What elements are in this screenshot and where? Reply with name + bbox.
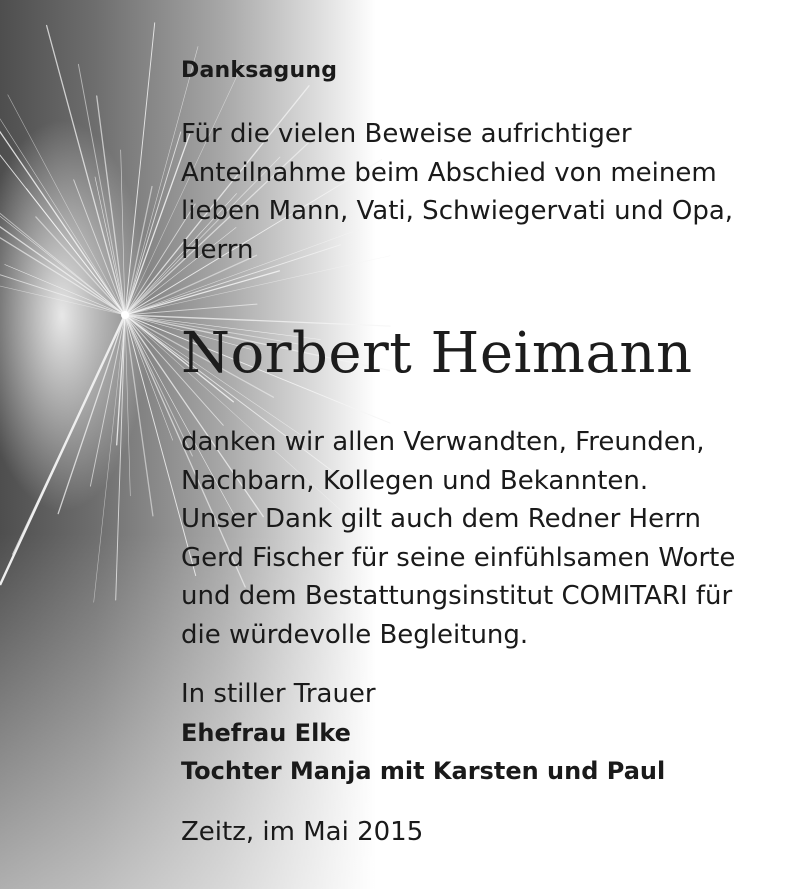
mourners-block bbox=[181, 675, 665, 791]
seed-center bbox=[121, 311, 129, 319]
intro-paragraph bbox=[181, 115, 733, 269]
deceased-name: Norbert Heimann bbox=[181, 321, 693, 386]
intro-line: Anteilnahme beim Abschied von meinem bbox=[181, 157, 717, 188]
thanks-line: danken wir allen Verwandten, Freunden, bbox=[181, 427, 705, 457]
thanks-line: und dem Bestattungsinstitut COMITARI für bbox=[181, 581, 733, 611]
place-date: Zeitz, im Mai 2015 bbox=[181, 817, 424, 847]
thanks-line: Unser Dank gilt auch dem Redner Herrn bbox=[181, 504, 702, 534]
mourner-name: Ehefrau Elke bbox=[181, 718, 351, 747]
thanks-paragraph bbox=[181, 423, 735, 654]
intro-line: Herrn bbox=[181, 234, 254, 265]
intro-line: Für die vielen Beweise aufrichtiger bbox=[181, 119, 632, 149]
intro-line: lieben Mann, Vati, Schwiegervati und Opa, bbox=[181, 196, 734, 226]
mourner-name: Tochter Manja mit Karsten und Paul bbox=[181, 757, 666, 785]
thanks-line: Nachbarn, Kollegen und Bekannten. bbox=[181, 465, 649, 496]
heading: Danksagung bbox=[181, 58, 338, 83]
thanks-line: die würdevolle Begleitung. bbox=[181, 619, 529, 650]
mourning-intro: In stiller Trauer bbox=[181, 679, 376, 709]
thanks-line: Gerd Fischer für seine einfühlsamen Worte bbox=[181, 542, 736, 573]
